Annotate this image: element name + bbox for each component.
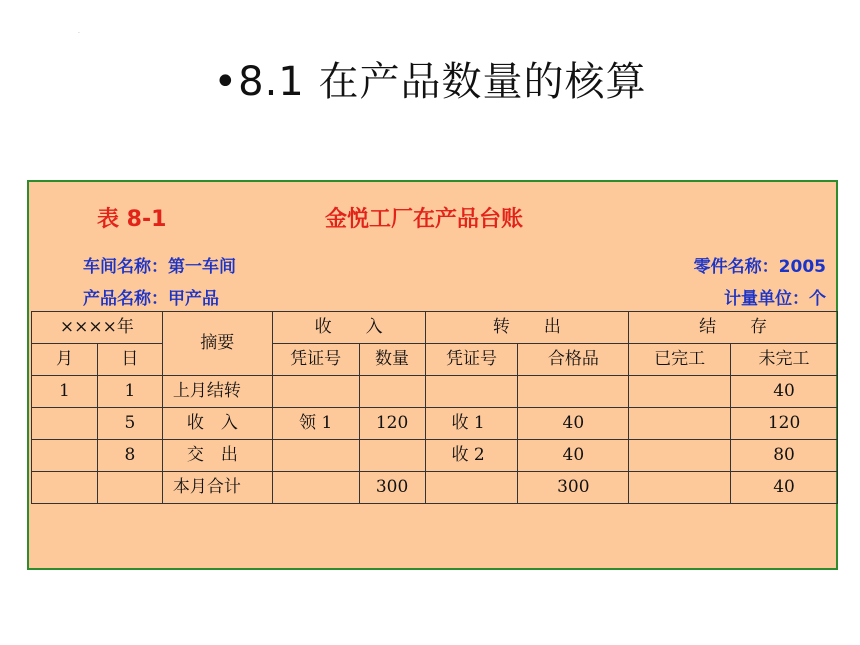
cell-qty-in: [359, 440, 425, 472]
cell-voucher-in: [272, 440, 359, 472]
cell-unfinished: 80: [731, 440, 838, 472]
cell-summary: 收 入: [162, 408, 272, 440]
table-row: [32, 376, 838, 408]
header-balance: 结 存: [629, 312, 838, 344]
cell-completed: [629, 376, 731, 408]
cell-voucher-in: [272, 472, 359, 504]
header-transfer: 转 出: [425, 312, 629, 344]
cell-day: 8: [97, 440, 162, 472]
ledger-title: 金悦工厂在产品台账: [325, 207, 524, 232]
header-completed: 已完工: [629, 344, 731, 376]
header-row-2: [32, 344, 838, 376]
table-row: [32, 440, 838, 472]
header-month: 月: [32, 344, 98, 376]
header-row-1: [32, 312, 838, 344]
header-qty-in: 数量: [359, 344, 425, 376]
header-qualified: 合格品: [518, 344, 629, 376]
header-unfinished: 未完工: [731, 344, 838, 376]
header-voucher-in: 凭证号: [272, 344, 359, 376]
cell-summary: 上月结转: [162, 376, 272, 408]
cell-month: 1: [32, 376, 98, 408]
cell-voucher-out: [425, 376, 518, 408]
cell-month: [32, 408, 98, 440]
table-row: [32, 472, 838, 504]
header-summary: 摘要: [162, 312, 272, 376]
cell-day: [97, 472, 162, 504]
header-voucher-out: 凭证号: [425, 344, 518, 376]
header-receive: 收 入: [272, 312, 425, 344]
cell-unfinished: 40: [731, 472, 838, 504]
cell-day: 1: [97, 376, 162, 408]
cell-month: [32, 440, 98, 472]
slide-title: •8.1 在产品数量的核算: [213, 59, 647, 105]
table-row: [32, 408, 838, 440]
part-name: 零件名称：2005: [693, 257, 826, 277]
cell-qty-in: 120: [359, 408, 425, 440]
cell-qty-in: 300: [359, 472, 425, 504]
cell-unfinished: 120: [731, 408, 838, 440]
cell-qualified: 40: [518, 440, 629, 472]
cell-summary: 本月合计: [162, 472, 272, 504]
cell-qty-in: [359, 376, 425, 408]
workshop-name: 车间名称：第一车间: [83, 257, 236, 277]
measure-unit: 计量单位：个: [724, 289, 826, 309]
cell-voucher-out: [425, 472, 518, 504]
cell-completed: [629, 440, 731, 472]
cell-unfinished: 40: [731, 376, 838, 408]
cell-month: [32, 472, 98, 504]
cell-voucher-out: 收 2: [425, 440, 518, 472]
corner-mark: .: [78, 28, 80, 35]
header-day: 日: [97, 344, 162, 376]
cell-completed: [629, 472, 731, 504]
cell-voucher-in: [272, 376, 359, 408]
cell-voucher-out: 收 1: [425, 408, 518, 440]
cell-qualified: 40: [518, 408, 629, 440]
cell-summary: 交 出: [162, 440, 272, 472]
header-year: ××××年: [32, 312, 163, 344]
cell-day: 5: [97, 408, 162, 440]
ledger-table: [31, 311, 838, 504]
cell-voucher-in: 领 1: [272, 408, 359, 440]
cell-qualified: 300: [518, 472, 629, 504]
product-name: 产品名称：甲产品: [83, 289, 219, 309]
table-number: 表 8-1: [97, 207, 167, 232]
ledger-panel: [27, 180, 838, 570]
cell-completed: [629, 408, 731, 440]
cell-qualified: [518, 376, 629, 408]
